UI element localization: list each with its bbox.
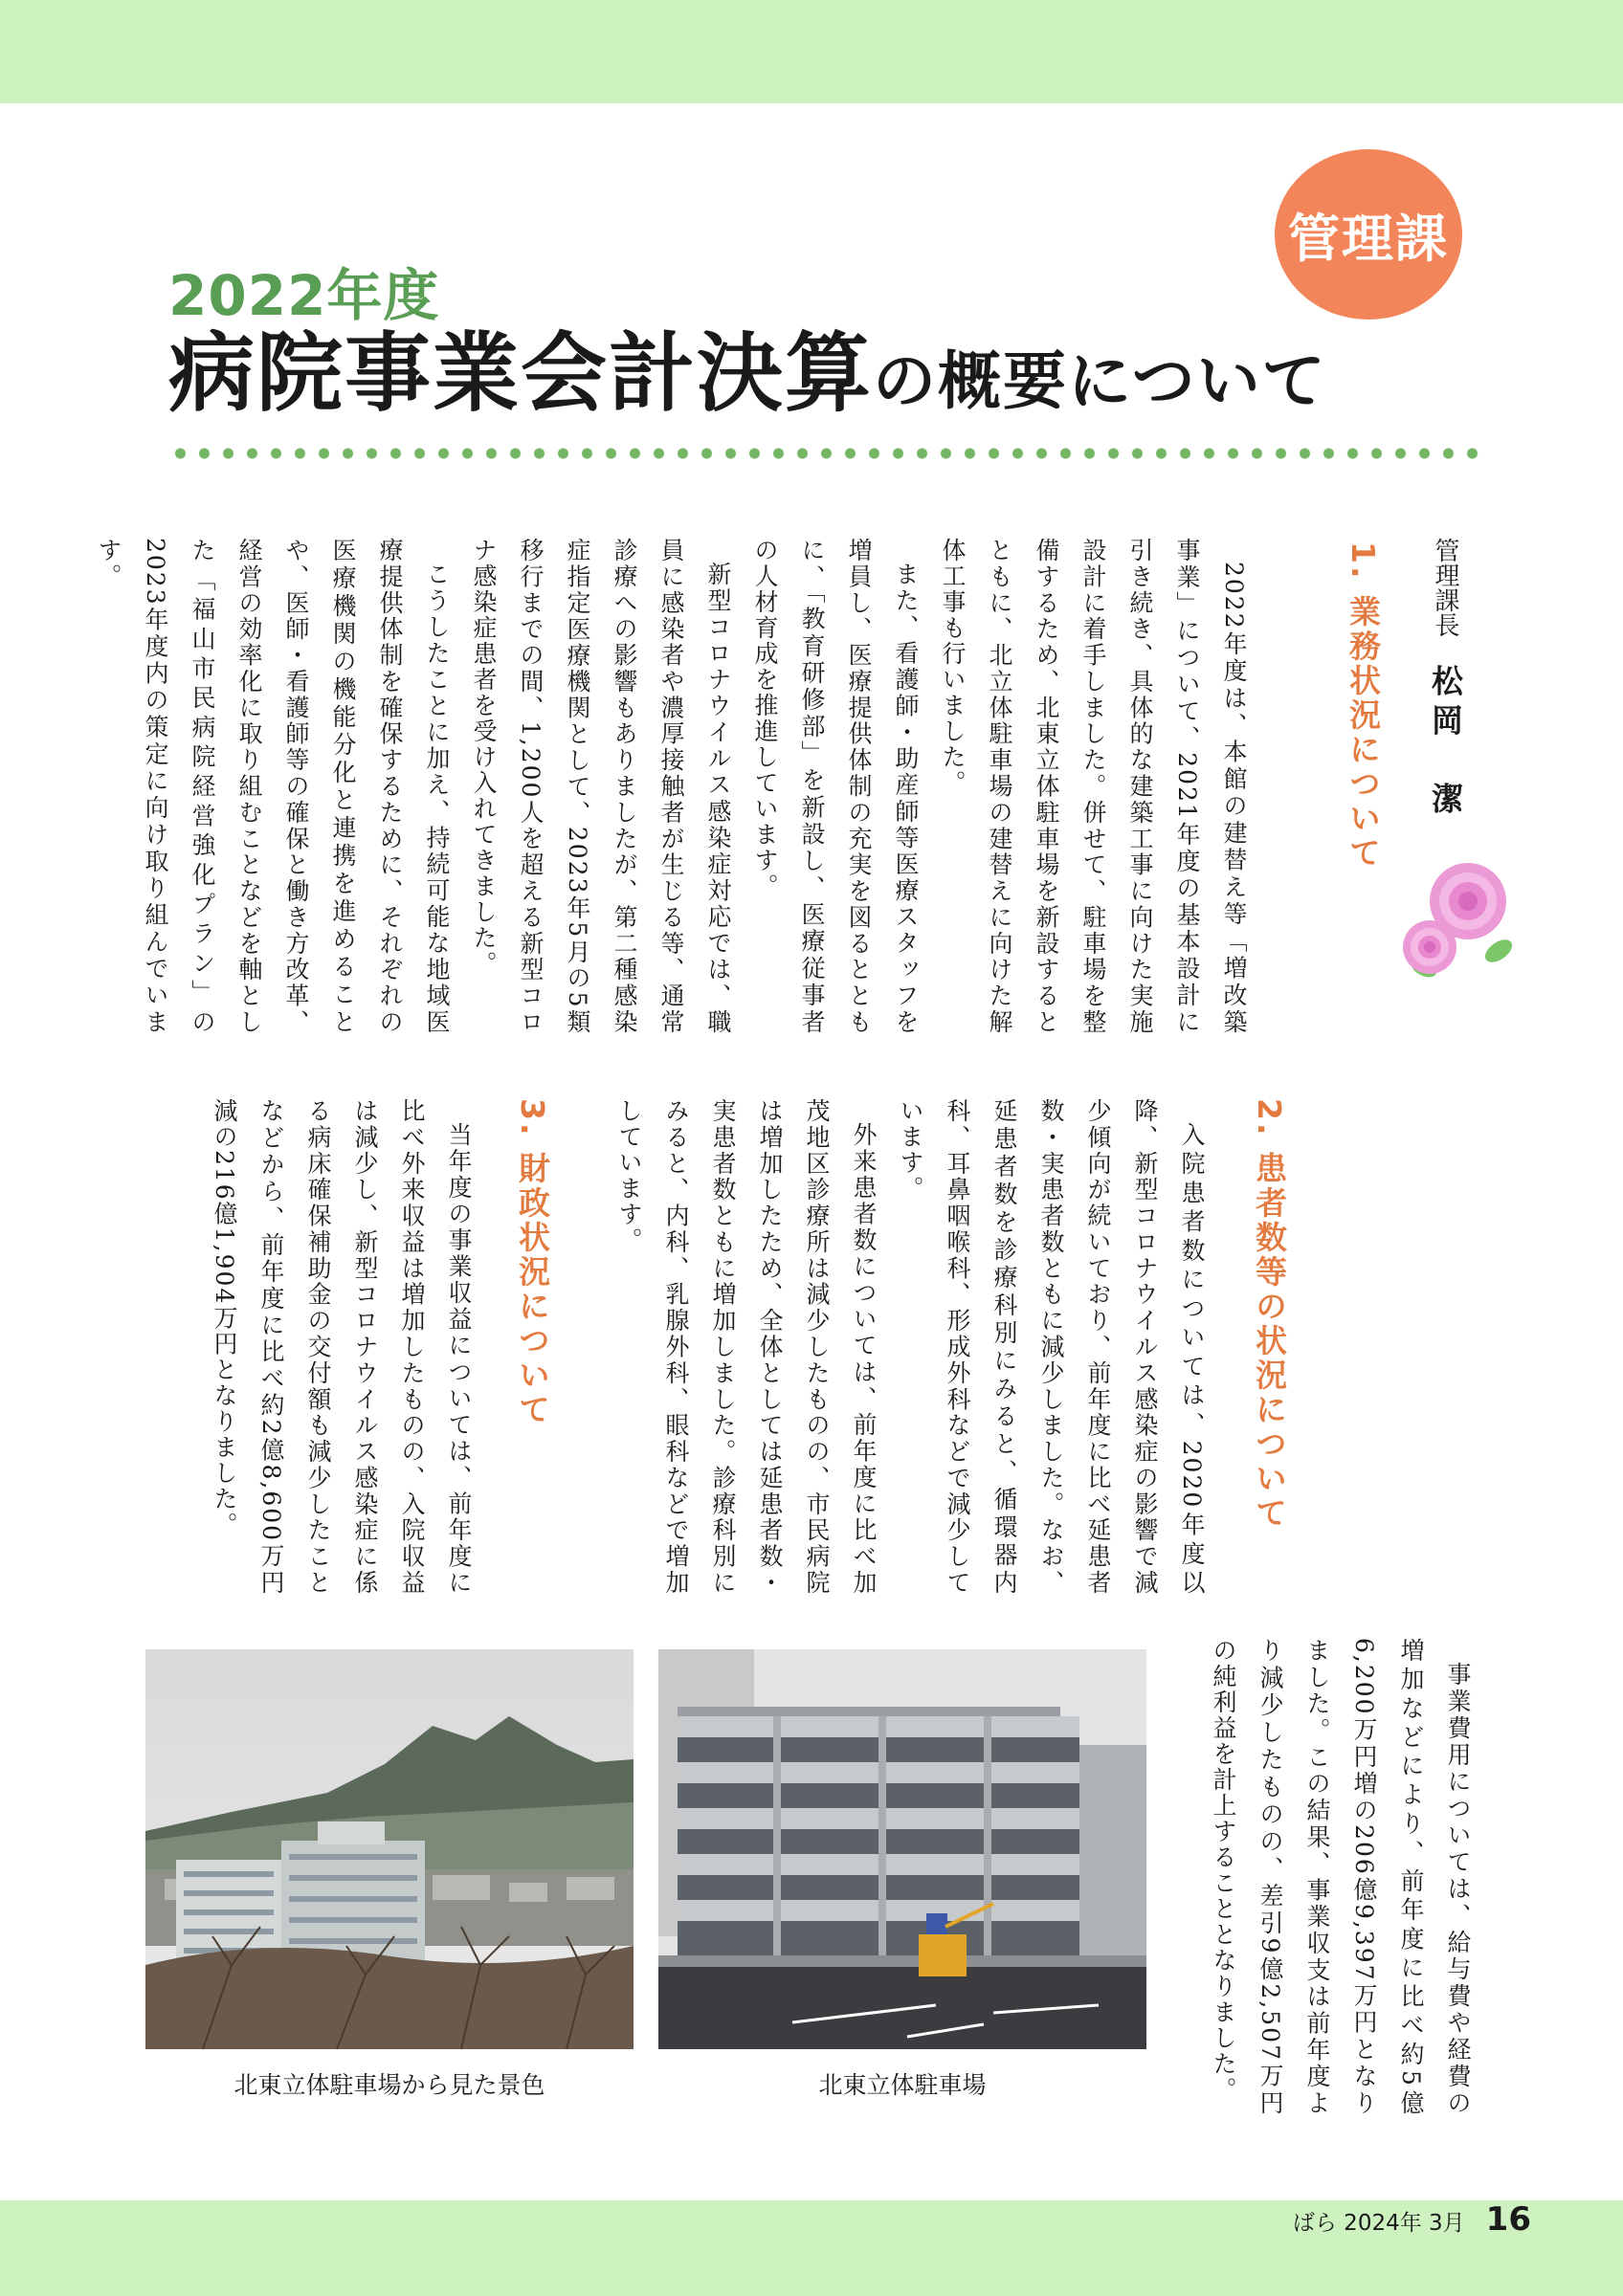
section-2-paragraph-2: 外来患者数については、前年度に比べ加茂地区診療所は減少したものの、市民病院は増加したため、全体としては延患者数・実患者数ともに増加しました。診療科別にみると、内科、乳腺外科、眼科などで増加しています。 <box>615 1098 878 1596</box>
section-3-paragraph-2: 事業費用については、給与費や経費の増加などにより、前年度に比べ約5億6,200万円増の206億9,397万円となりました。この結果、事業収支は前年度より減少したものの、差引9億2,507万円の純利益を計上することとなりました。 <box>1210 1638 1472 2116</box>
top-band <box>0 0 1623 103</box>
year-title: 2022年度 <box>168 263 440 328</box>
section-1-body <box>95 538 1257 1035</box>
page-footer <box>1293 2200 1531 2239</box>
section-2-paragraph-1: 入院患者数については、2020年度以降、新型コロナウイルス感染症の影響で減少傾向が続いており、前年度に比べ延患者数・実患者数ともに減少しました。なお、延患者数を診療科別にみると、循環器内科、耳鼻咽喉科、形成外科などで減少しています。 <box>897 1098 1206 1596</box>
section-1-paragraph-1: 2022年度は、本館の建替え等「増改築事業」について、2021年度の基本設計に引き続き、具体的な建築工事に向けた実施設計に着手しました。併せて、駐車場を整備するため、北東立体駐車場を新設するとともに、北立体駐車場の建替えに向けた解体工事も行いました。 <box>939 538 1248 1035</box>
photo-parking-structure <box>658 1649 1146 2049</box>
section-1-paragraph-2: また、看護師・助産師等医療スタッフを増員し、医療提供体制の充実を図るとともに、「教育研修部」を新設し、医療従事者の人材育成を推進しています。 <box>751 538 920 1035</box>
section-3-heading: 3. 財政状況について <box>514 1098 551 1427</box>
photo-view-from-parking <box>145 1649 634 2049</box>
photo-1-caption: 北東立体駐車場から見た景色 <box>233 2071 545 2099</box>
author-role: 管理課長 <box>1431 538 1459 637</box>
rose-icon <box>1386 851 1520 985</box>
title-sub: の概要について <box>873 344 1327 418</box>
section-1-heading: 1. 業務状況について <box>1345 541 1382 871</box>
section-3-body-continued <box>1169 1638 1481 2116</box>
photo-2-caption: 北東立体駐車場 <box>818 2071 987 2099</box>
page-title <box>168 323 1327 424</box>
section-2-body <box>612 1098 1215 1596</box>
page-number: 16 <box>1485 2200 1531 2239</box>
section-1-paragraph-3: 新型コロナウイルス感染症対応では、職員に感染者や濃厚接触者が生じる等、通常診療への影響もありましたが、第二種感染症指定医療機関として、2023年5月の5類移行までの間、1,200人を超える新型コロナ感染症患者を受け入れてきました。 <box>470 538 732 1035</box>
issue-label: ばら 2024年 3月 <box>1292 2211 1465 2236</box>
author-block <box>1426 538 1464 821</box>
author-name: 松岡 潔 <box>1427 664 1464 822</box>
section-2-heading: 2. 患者数等の状況について <box>1251 1098 1288 1531</box>
section-1-paragraph-4: こうしたことに加え、持続可能な地域医療提供体制を確保するために、それぞれの医療機関の機能分化と連携を進めることや、医師・看護師等の確保と働き方改革、経営の効率化に取り組むことなどを軸とした「福山市民病院経営強化プラン」の2023年度内の策定に向け取り組んでいます。 <box>95 538 451 1035</box>
department-badge: 管理課 <box>1275 149 1462 320</box>
dotted-divider <box>168 446 1479 461</box>
title-main: 病院事業会計決算 <box>168 323 873 424</box>
section-3-paragraph-1: 当年度の事業収益については、前年度に比べ外来収益は増加したものの、入院収益は減少し、新型コロナウイルス感染症に係る病床確保補助金の交付額も減少したことなどから、前年度に比べ約2億8,600万円減の216億1,904万円となりました。 <box>211 1098 473 1596</box>
section-3-body <box>157 1098 482 1596</box>
